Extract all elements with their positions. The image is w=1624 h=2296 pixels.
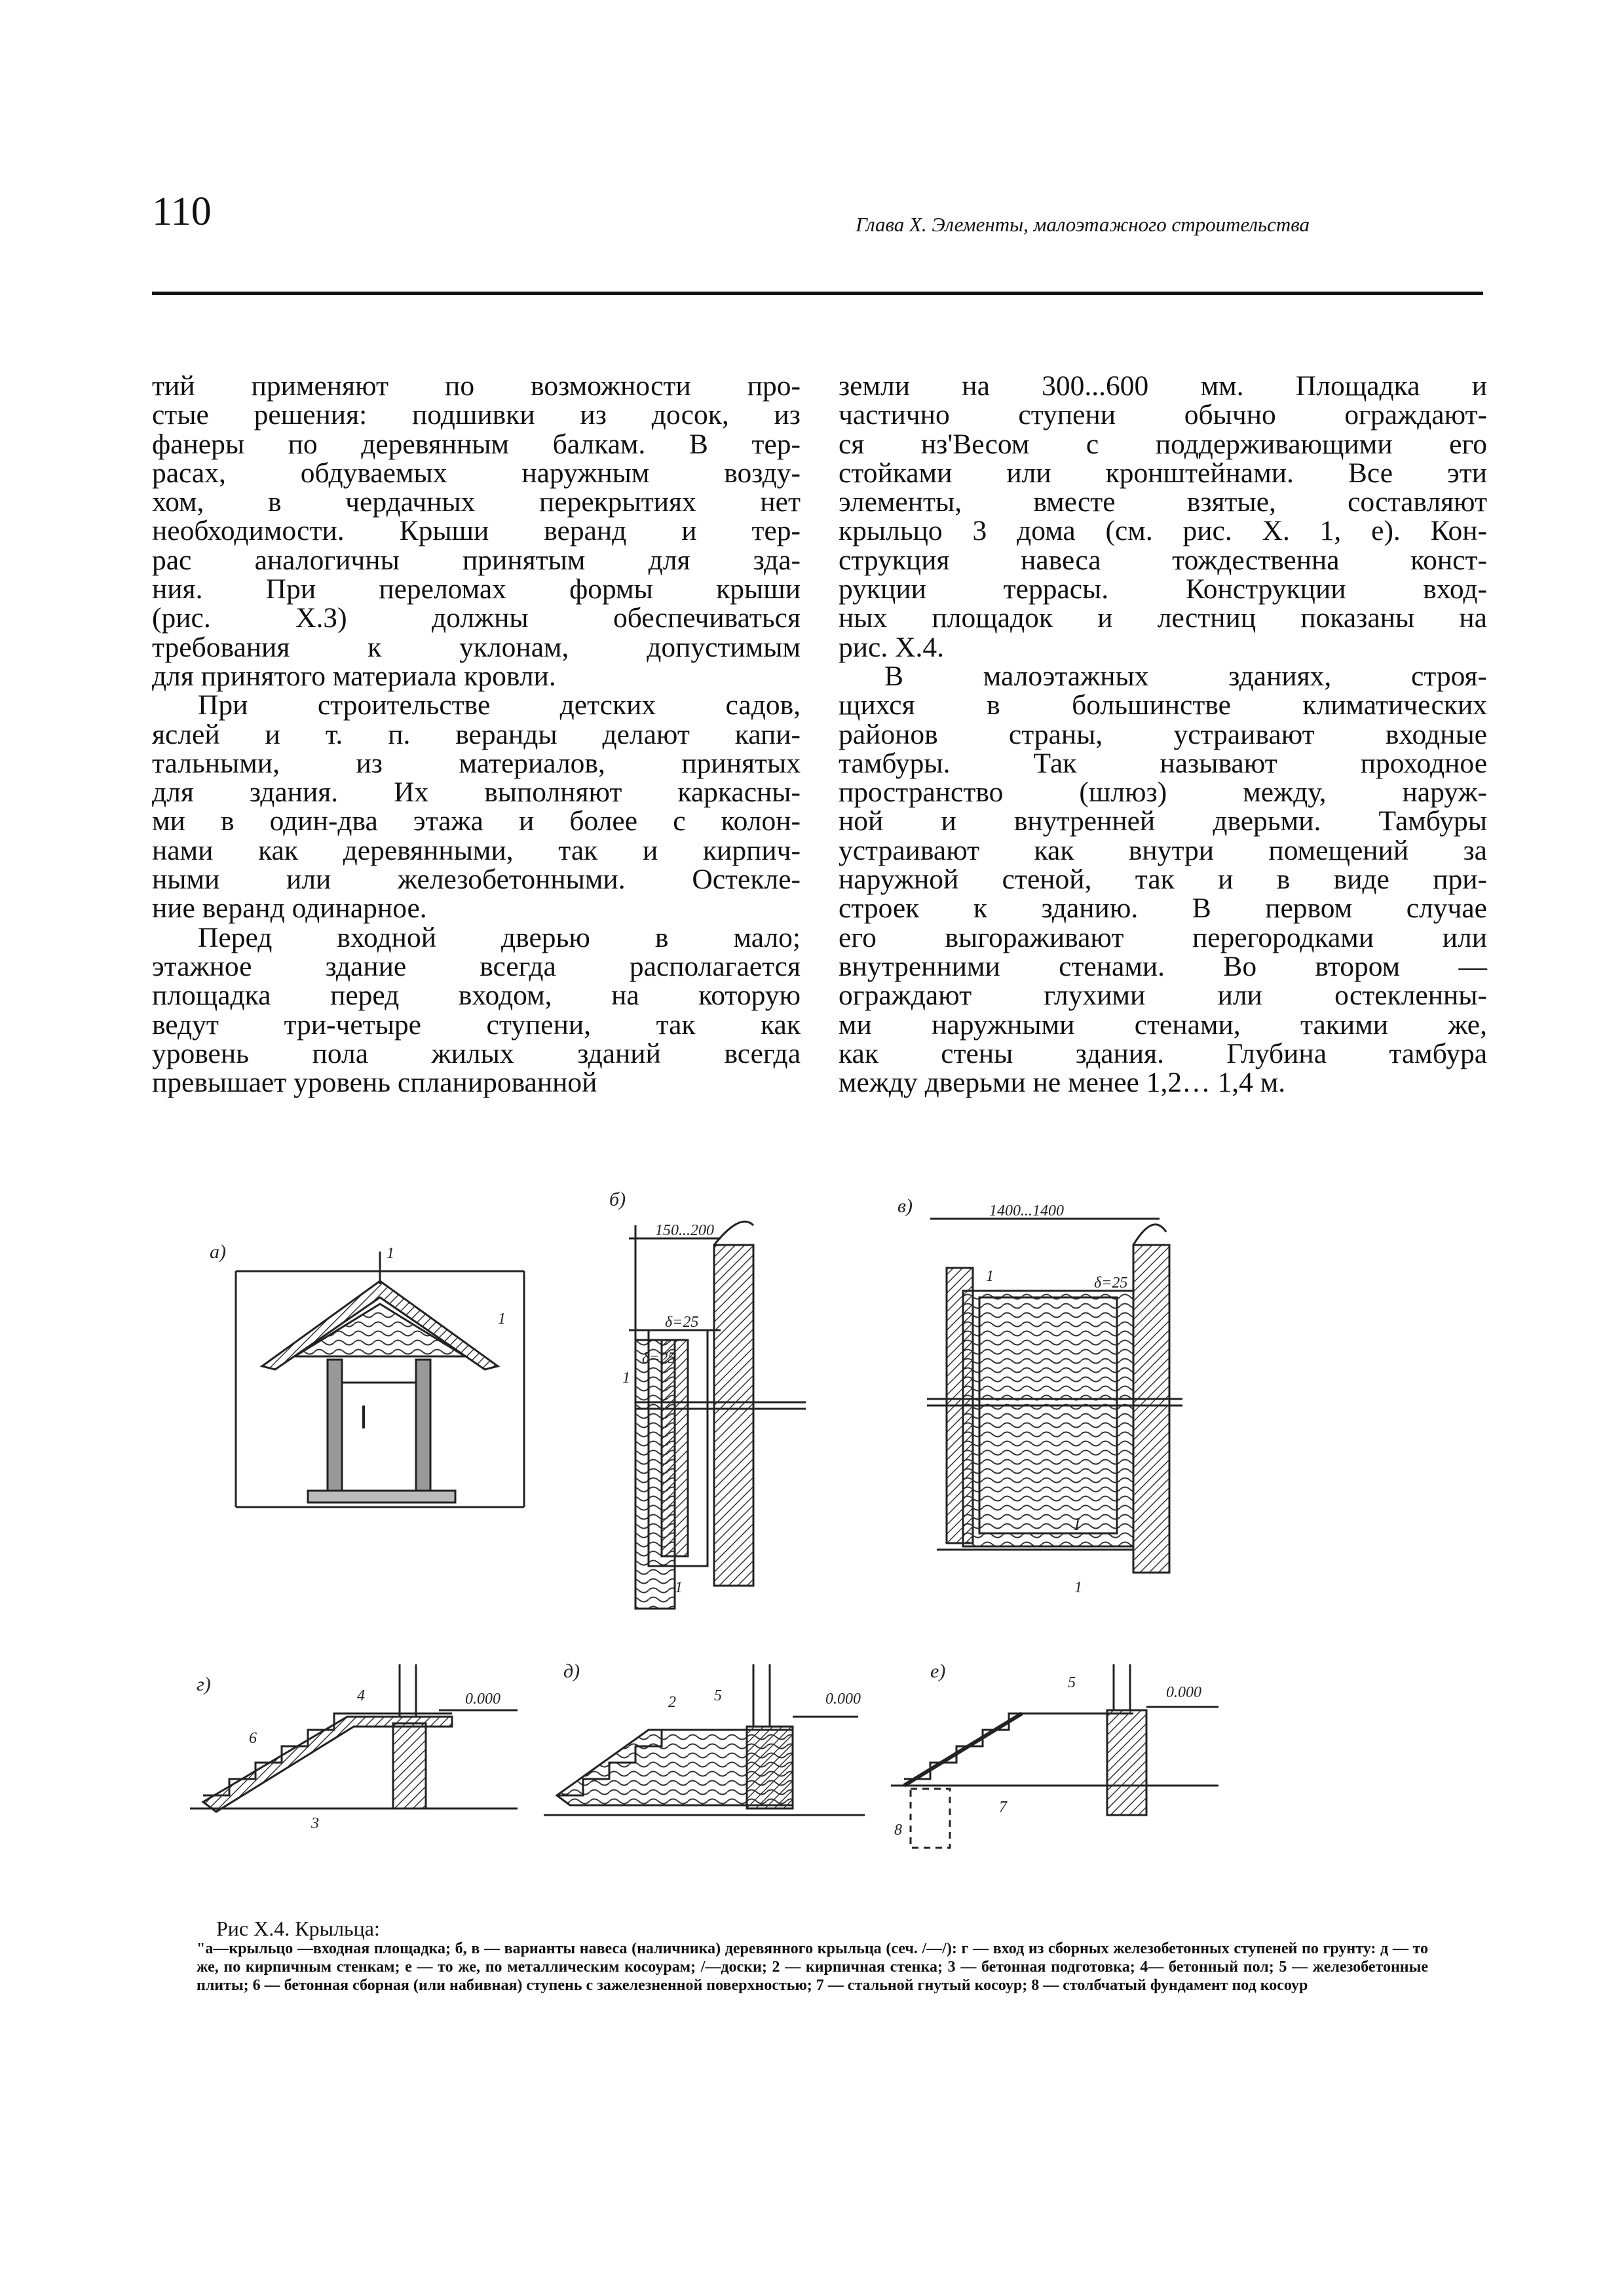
callout-label: 5: [1068, 1674, 1076, 1691]
text-line: стые решения: подшивки из досок, из: [152, 399, 801, 431]
page-number: 110: [152, 189, 212, 234]
text-line: стойками или кронштейнами. Все эти: [839, 457, 1487, 489]
callout-label: 4: [357, 1687, 365, 1704]
text-line: расах, обдуваемых наружным возду-: [152, 457, 801, 489]
figure-caption-body: "а—крыльцо —входная площадка; б, в — варианты навеса (наличника) деревянного крыльца (сеч. /—/): г — вход из сборных железобетонных ступеней по грунту: д — то же, по кирпичным стенкам; е — то же, по металлическим косоурам; /—доски; 2 — кирпичная стенка; 3 — бетонная подготовка; 4— бетонный пол; 5 — железобетонные плиты; 6 — бетонная сборная (или набивная) ступень с зажелезненной поверхностью; 7 — стальной гнутый косоур; 8 — столбчатый фундамент под косоур: [197, 1940, 1428, 1994]
text-line: как стены здания. Глубина тамбура: [839, 1037, 1487, 1069]
level-mark: 0.000: [465, 1691, 500, 1708]
text-line: рас аналогичны принятым для зда-: [152, 544, 801, 576]
text-line: превышает уровень спланированной: [152, 1067, 597, 1099]
callout-label: 1: [675, 1579, 683, 1596]
callout-label: 2: [668, 1694, 676, 1711]
callout-label: 8: [894, 1822, 902, 1839]
panel-g-steps-on-ground: [190, 1664, 518, 1812]
panel-v-canopy-section: [927, 1219, 1182, 1573]
left-text-column: [152, 372, 801, 1097]
text-line: ведут три-четыре ступени, так как: [152, 1008, 801, 1041]
callout-label: 1: [387, 1245, 394, 1262]
figure-caption-title: Рис X.4. Крыльца:: [216, 1917, 380, 1940]
text-line: ми в один-два этажа и более с колон-: [152, 805, 801, 837]
text-line: тамбуры. Так называют проходное: [839, 747, 1487, 779]
paragraph: [152, 923, 801, 1098]
paragraph: [152, 372, 801, 691]
technical-drawing: [177, 1173, 1225, 1867]
text-line: яслей и т. п. веранды делают капи-: [152, 718, 801, 750]
panel-label-b: б): [609, 1189, 626, 1210]
text-line: хом, в чердачных перекрытиях нет: [152, 486, 801, 518]
text-line: для принятого материала кровли.: [152, 660, 556, 692]
text-line: этажное здание всегда располагается: [152, 950, 801, 982]
panel-label-g: г): [197, 1674, 211, 1695]
text-line: районов страны, устраивают входные: [839, 718, 1487, 750]
text-line: требования к уклонам, допустимым: [152, 631, 801, 663]
callout-label: 1: [986, 1268, 994, 1285]
dimension-label: δ=25: [665, 1314, 699, 1331]
level-mark: 0.000: [825, 1691, 861, 1708]
text-line: между дверьми не менее 1,2… 1,4 м.: [839, 1067, 1286, 1099]
text-line: ми наружными стенами, такими же,: [839, 1008, 1487, 1041]
text-line: внутренними стенами. Во втором —: [839, 950, 1487, 982]
callout-label: 1: [498, 1311, 506, 1328]
text-line: строек к зданию. В первом случае: [839, 892, 1487, 925]
text-line: В малоэтажных зданиях, строя-: [884, 660, 1487, 692]
text-line: элементы, вместе взятые, составляют: [839, 486, 1487, 518]
text-line: наружной стеной, так и в виде при-: [839, 864, 1487, 896]
text-line: пространство (шлюз) между, наруж-: [839, 776, 1487, 809]
paragraph: [839, 372, 1487, 662]
text-line: ния. При переломах формы крыши: [152, 573, 801, 605]
text-line: Перед входной дверью в мало;: [198, 921, 801, 953]
text-line: тий применяют по возможности про-: [152, 370, 801, 402]
panel-label-v: в): [897, 1195, 913, 1217]
text-line: При строительстве детских садов,: [198, 689, 801, 721]
text-line: устраивают как внутри помещений за: [839, 834, 1487, 866]
text-line: ние веранд одинарное.: [152, 892, 427, 925]
right-text-column: [839, 372, 1487, 1097]
text-line: его выгораживают перегородками или: [839, 921, 1487, 953]
text-line: рис. Х.4.: [839, 631, 945, 663]
callout-label: 1: [622, 1369, 630, 1387]
text-line: (рис. Х.З) должны обеспечиваться: [152, 602, 801, 634]
text-line: тальными, из материалов, принятых: [152, 747, 801, 779]
section-label: I: [1074, 1517, 1080, 1534]
dimension-label: δ=25: [642, 1350, 676, 1367]
paragraph: [839, 662, 1487, 1097]
callout-label: 6: [249, 1730, 257, 1747]
text-line: рукции террасы. Конструкции вход-: [839, 573, 1487, 605]
text-line: ся нз'Весом с поддерживающими его: [839, 428, 1487, 460]
panel-label-a: а): [210, 1241, 226, 1263]
panel-label-e: е): [930, 1660, 946, 1682]
panel-label-d: д): [563, 1660, 580, 1682]
callout-label: 7: [999, 1799, 1007, 1816]
dimension-label: δ=25: [1094, 1274, 1128, 1292]
text-line: крыльцо 3 дома (см. рис. X. 1, е). Кон-: [839, 515, 1487, 547]
text-line: щихся в большинстве климатических: [839, 689, 1487, 721]
text-line: земли на 300...600 мм. Площадка и: [839, 370, 1487, 402]
running-head: Глава X. Элементы, малоэтажного строительства: [856, 213, 1310, 236]
dimension-label: 150...200: [655, 1222, 714, 1239]
header-rule: [152, 292, 1483, 295]
dimension-label: 1400...1400: [989, 1202, 1064, 1219]
panel-b-canopy-section: [629, 1221, 806, 1609]
text-line: ными или железобетонными. Остекле-: [152, 864, 801, 896]
text-line: струкция навеса тождественна конст-: [839, 544, 1487, 576]
panel-d-steps-on-brick-walls: [544, 1664, 865, 1815]
panel-a-porch-elevation: [236, 1252, 524, 1507]
text-line: ограждают глухими или остекленны-: [839, 980, 1487, 1012]
callout-label: 5: [714, 1687, 722, 1704]
text-line: необходимости. Крыши веранд и тер-: [152, 515, 801, 547]
paragraph: [152, 691, 801, 923]
drawing-canvas: [177, 1173, 1225, 1867]
callout-label: 1: [1074, 1579, 1082, 1596]
text-line: фанеры по деревянным балкам. В тер-: [152, 428, 801, 460]
text-line: площадка перед входом, на которую: [152, 980, 801, 1012]
callout-label: 3: [311, 1815, 319, 1832]
text-line: нами как деревянными, так и кирпич-: [152, 834, 801, 866]
text-line: ной и внутренней дверьми. Тамбуры: [839, 805, 1487, 837]
text-line: уровень пола жилых зданий всегда: [152, 1037, 801, 1069]
text-line: для здания. Их выполняют каркасны-: [152, 776, 801, 809]
text-line: частично ступени обычно ограждают-: [839, 399, 1487, 431]
text-line: ных площадок и лестниц показаны на: [839, 602, 1487, 634]
level-mark: 0.000: [1166, 1684, 1201, 1701]
